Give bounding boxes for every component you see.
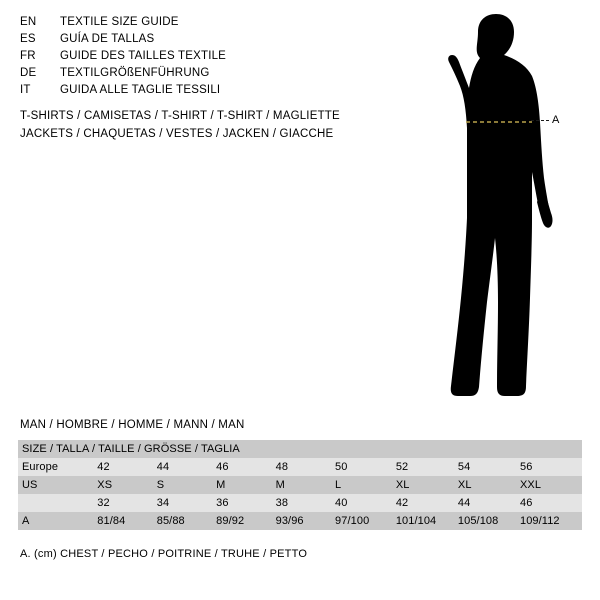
table-cell: 56 <box>520 458 582 476</box>
table-cell: 46 <box>216 458 275 476</box>
table-cell: 97/100 <box>335 512 396 530</box>
table-cell: 52 <box>396 458 458 476</box>
table-cell: 44 <box>458 494 520 512</box>
table-title: MAN / HOMBRE / HOMME / MANN / MAN <box>20 419 245 431</box>
row-label: A <box>18 512 97 530</box>
table-cell: 85/88 <box>157 512 216 530</box>
category-line-tshirts: T-SHIRTS / CAMISETAS / T-SHIRT / T-SHIRT / MAGLIETTE <box>20 110 340 122</box>
category-list <box>20 110 420 146</box>
language-row <box>20 84 390 101</box>
language-list <box>20 16 390 101</box>
language-code: FR <box>20 50 36 62</box>
table-cell: 42 <box>97 458 156 476</box>
table-cell: 46 <box>520 494 582 512</box>
table-cell: 42 <box>396 494 458 512</box>
category-line-jackets: JACKETS / CHAQUETAS / VESTES / JACKEN / GIACCHE <box>20 128 334 140</box>
table-cell: 36 <box>216 494 275 512</box>
table-cell: 50 <box>335 458 396 476</box>
table-cell: XL <box>458 476 520 494</box>
measure-leader-line <box>531 120 549 121</box>
language-code: IT <box>20 84 31 96</box>
table-header-label: SIZE / TALLA / TAILLE / GRÖSSE / TAGLIA <box>18 440 582 458</box>
table-cell: 44 <box>157 458 216 476</box>
table-cell: 38 <box>276 494 335 512</box>
table-row <box>18 458 582 476</box>
table-row <box>18 494 582 512</box>
table-cell: XXL <box>520 476 582 494</box>
male-silhouette-figure <box>400 10 600 410</box>
table-cell: 101/104 <box>396 512 458 530</box>
footnote: A. (cm) CHEST / PECHO / POITRINE / TRUHE / PETTO <box>20 548 308 560</box>
language-code: EN <box>20 16 37 28</box>
silhouette-icon <box>400 10 600 410</box>
row-label: Europe <box>18 458 97 476</box>
table-cell: L <box>335 476 396 494</box>
table-row <box>18 512 582 530</box>
language-text: TEXTILE SIZE GUIDE <box>60 16 179 28</box>
table-cell: XL <box>396 476 458 494</box>
table-cell: 109/112 <box>520 512 582 530</box>
table-cell: M <box>276 476 335 494</box>
table-cell: M <box>216 476 275 494</box>
table-cell: 89/92 <box>216 512 275 530</box>
table-cell: XS <box>97 476 156 494</box>
row-label <box>18 494 97 512</box>
language-row <box>20 67 390 84</box>
measure-marker-label: A <box>552 114 560 126</box>
table-row <box>18 476 582 494</box>
language-row <box>20 33 390 50</box>
table-cell: 32 <box>97 494 156 512</box>
language-row <box>20 50 390 67</box>
table-cell: S <box>157 476 216 494</box>
row-label: US <box>18 476 97 494</box>
language-code: ES <box>20 33 36 45</box>
language-code: DE <box>20 67 37 79</box>
language-text: GUIDE DES TAILLES TEXTILE <box>60 50 227 62</box>
language-row <box>20 16 390 33</box>
table-cell: 81/84 <box>97 512 156 530</box>
language-text: GUIDA ALLE TAGLIE TESSILI <box>60 84 221 96</box>
language-text: TEXTILGRÖßENFÜHRUNG <box>60 67 210 79</box>
table-cell: 105/108 <box>458 512 520 530</box>
table-header-row <box>18 440 582 458</box>
size-table <box>18 440 582 530</box>
table-cell: 48 <box>276 458 335 476</box>
table-cell: 54 <box>458 458 520 476</box>
table-cell: 34 <box>157 494 216 512</box>
table-cell: 40 <box>335 494 396 512</box>
language-text: GUÍA DE TALLAS <box>60 33 155 45</box>
table-cell: 93/96 <box>276 512 335 530</box>
